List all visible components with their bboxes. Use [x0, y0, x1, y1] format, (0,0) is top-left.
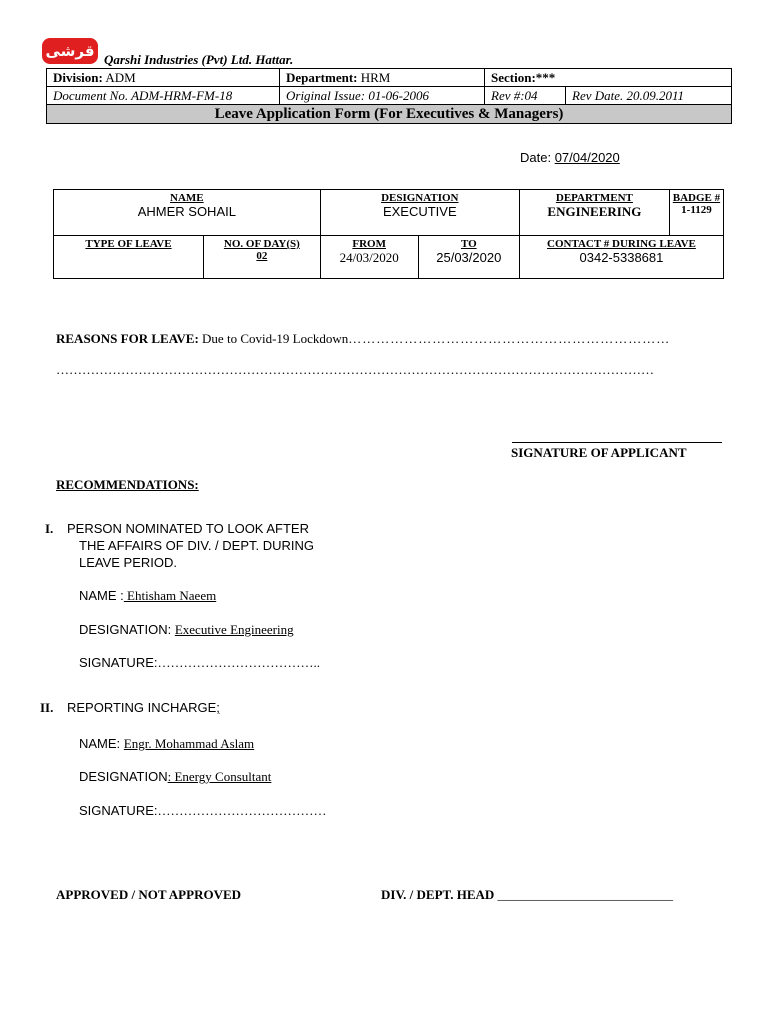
contact-cell — [519, 236, 723, 279]
nominee-designation-label: DESIGNATION: — [79, 622, 172, 637]
item2-heading-suffix: ; — [216, 700, 220, 715]
incharge-name-line — [79, 736, 254, 752]
to-label: TO — [460, 238, 477, 250]
department-cell — [519, 190, 669, 236]
department-value: ENGINEERING — [547, 204, 642, 219]
item2-heading-text: REPORTING INCHARGE — [67, 700, 217, 715]
name-cell — [54, 190, 321, 236]
recommendations-heading: RECOMMENDATIONS: — [56, 477, 199, 492]
document-no: Document No. ADM-HRM-FM-18 — [47, 87, 280, 105]
from-cell — [320, 236, 418, 279]
designation-label: DESIGNATION — [381, 192, 459, 204]
logo-text: قرشی — [45, 42, 95, 60]
badge-label: BADGE # — [672, 192, 721, 204]
name-value: AHMER SOHAIL — [137, 204, 236, 219]
item2-heading — [67, 700, 220, 715]
from-value: 24/03/2020 — [339, 250, 399, 265]
nominee-name-line — [79, 588, 216, 604]
badge-value: 1-1129 — [681, 204, 712, 216]
leave-info-table — [53, 189, 724, 279]
designation-cell — [320, 190, 519, 236]
company-logo — [42, 38, 98, 64]
dept-head-line — [381, 887, 673, 903]
date-line — [520, 150, 620, 165]
nominee-signature-line — [79, 655, 320, 671]
form-title: Leave Application Form (For Executives & Managers) — [47, 105, 732, 124]
reasons-label: REASONS FOR LEAVE: — [56, 331, 199, 346]
dept-head-signature-line: ___________________________ — [497, 887, 674, 902]
days-cell — [204, 236, 321, 279]
designation-value: EXECUTIVE — [382, 204, 457, 219]
incharge-signature-label: SIGNATURE: — [79, 803, 158, 818]
rev-date: Rev Date. 20.09.2011 — [566, 87, 732, 105]
to-cell — [418, 236, 519, 279]
item2-numeral: II. — [40, 700, 54, 715]
nominee-name-label: NAME : — [79, 588, 124, 603]
from-label: FROM — [352, 238, 386, 250]
incharge-designation-line — [79, 769, 271, 785]
section-value: *** — [535, 69, 556, 85]
contact-value: 0342-5338681 — [579, 250, 664, 265]
reasons-dots: …………………………………………………………… — [348, 331, 671, 346]
approved-status: APPROVED / NOT APPROVED — [56, 887, 242, 902]
incharge-designation-label: DESIGNATION — [79, 769, 168, 784]
department-label: DEPARTMENT — [555, 192, 633, 204]
badge-cell — [669, 190, 723, 236]
item1-line3: LEAVE PERIOD. — [79, 555, 178, 570]
reasons-dots-line: ………………………………………………………………………………………………………………………… — [56, 362, 654, 377]
division-label: Division: — [53, 69, 103, 85]
to-value: 25/03/2020 — [436, 250, 502, 265]
date-value: 07/04/2020 — [554, 150, 620, 165]
item1-line1: PERSON NOMINATED TO LOOK AFTER — [67, 521, 309, 536]
applicant-signature-label: SIGNATURE OF APPLICANT — [511, 445, 687, 460]
dept-head-label: DIV. / DEPT. HEAD — [381, 887, 495, 902]
division-value: ADM — [105, 69, 136, 85]
incharge-signature-dots: ………………………………… — [157, 803, 327, 818]
date-label: Date: — [520, 150, 552, 165]
reasons-line — [56, 331, 670, 347]
department-value: HRM — [360, 69, 391, 85]
section-cell — [485, 69, 732, 87]
company-name: Qarshi Industries (Pvt) Ltd. Hattar. — [104, 52, 294, 67]
type-of-leave-label: TYPE OF LEAVE — [85, 238, 172, 250]
reasons-value: Due to Covid-19 Lockdown — [202, 331, 349, 346]
incharge-designation-value: : Energy Consultant — [167, 769, 272, 784]
nominee-designation-value: Executive Engineering — [174, 622, 294, 637]
applicant-signature-line — [512, 442, 722, 443]
type-of-leave-cell — [54, 236, 204, 279]
department-label: Department: — [286, 69, 358, 85]
item1-line2: THE AFFAIRS OF DIV. / DEPT. DURING — [79, 538, 315, 553]
nominee-designation-line — [79, 622, 294, 638]
section-label: Section: — [491, 69, 536, 85]
nominee-name-value: Ehtisham Naeem — [123, 588, 217, 603]
original-issue: Original Issue: 01-06-2006 — [280, 87, 485, 105]
nominee-signature-dots: ……………………………….. — [157, 655, 320, 670]
division-cell — [47, 69, 280, 87]
nominee-signature-label: SIGNATURE: — [79, 655, 158, 670]
days-value: 02 — [256, 250, 268, 262]
rev-no: Rev #:04 — [485, 87, 566, 105]
name-label: NAME — [170, 192, 204, 204]
incharge-signature-line — [79, 803, 327, 819]
document-header-table — [46, 68, 732, 124]
contact-label: CONTACT # DURING LEAVE — [547, 238, 696, 250]
incharge-name-value: Engr. Mohammad Aslam — [123, 736, 255, 751]
days-label: NO. OF DAY(S) — [223, 238, 300, 250]
incharge-name-label: NAME: — [79, 736, 121, 751]
item1-numeral: I. — [45, 521, 54, 536]
department-cell — [280, 69, 485, 87]
